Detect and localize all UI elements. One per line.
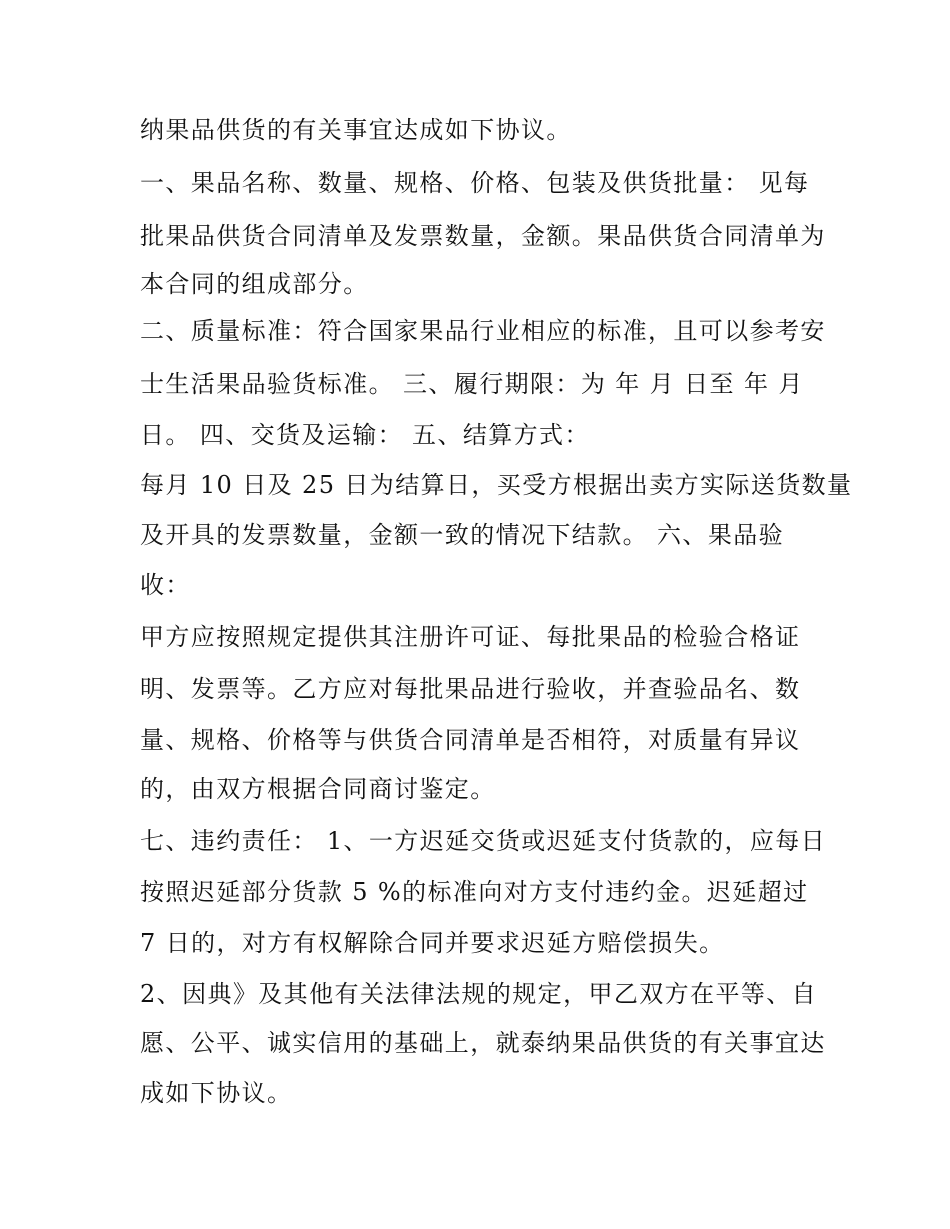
text-line-5: 二、质量标准：符合国家果品行业相应的标准，且可以参考安 (140, 317, 826, 345)
text-line-1: 纳果品供货的有关事宜达成如下协议。 (140, 116, 572, 144)
text-line-19: 愿、公平、诚实信用的基础上，就泰纳果品供货的有关事宜达 (140, 1029, 826, 1057)
text-line-14: 的，由双方根据合同商讨鉴定。 (140, 775, 496, 803)
text-line-2: 一、果品名称、数量、规格、价格、包装及供货批量： 见每 (140, 169, 810, 197)
text-line-17: 7 日的，对方有权解除合同并要求迟延方赔偿损失。 (140, 929, 725, 957)
text-line-4: 本合同的组成部分。 (140, 270, 369, 298)
text-line-3: 批果品供货合同清单及发票数量，金额。果品供货合同清单为 (140, 222, 826, 250)
text-line-11: 甲方应按照规定提供其注册许可证、每批果品的检验合格证 (140, 623, 801, 651)
text-line-10: 收： (140, 571, 191, 599)
text-line-13: 量、规格、价格等与供货合同清单是否相符，对质量有异议 (140, 726, 801, 754)
text-line-12: 明、发票等。乙方应对每批果品进行验收，并查验品名、数 (140, 675, 801, 703)
text-line-7: 日。 四、交货及运输： 五、结算方式： (140, 421, 590, 449)
text-line-15: 七、违约责任： 1、一方迟延交货或迟延支付货款的，应每日 (140, 827, 827, 855)
text-line-9: 及开具的发票数量，金额一致的情况下结款。 六、果品验 (140, 521, 785, 549)
text-line-20: 成如下协议。 (140, 1079, 293, 1107)
text-line-16: 按照迟延部分货款 5 %的标准向对方支付违约金。迟延超过 (140, 878, 809, 906)
text-line-6: 士生活果品验货标准。 三、履行期限：为 年 月 日至 年 月 (140, 370, 804, 398)
text-line-18: 2、因典》及其他有关法律法规的规定，甲乙双方在平等、自 (140, 980, 818, 1008)
text-line-8: 每月 10 日及 25 日为结算日，买受方根据出卖方实际送货数量 (140, 471, 853, 499)
